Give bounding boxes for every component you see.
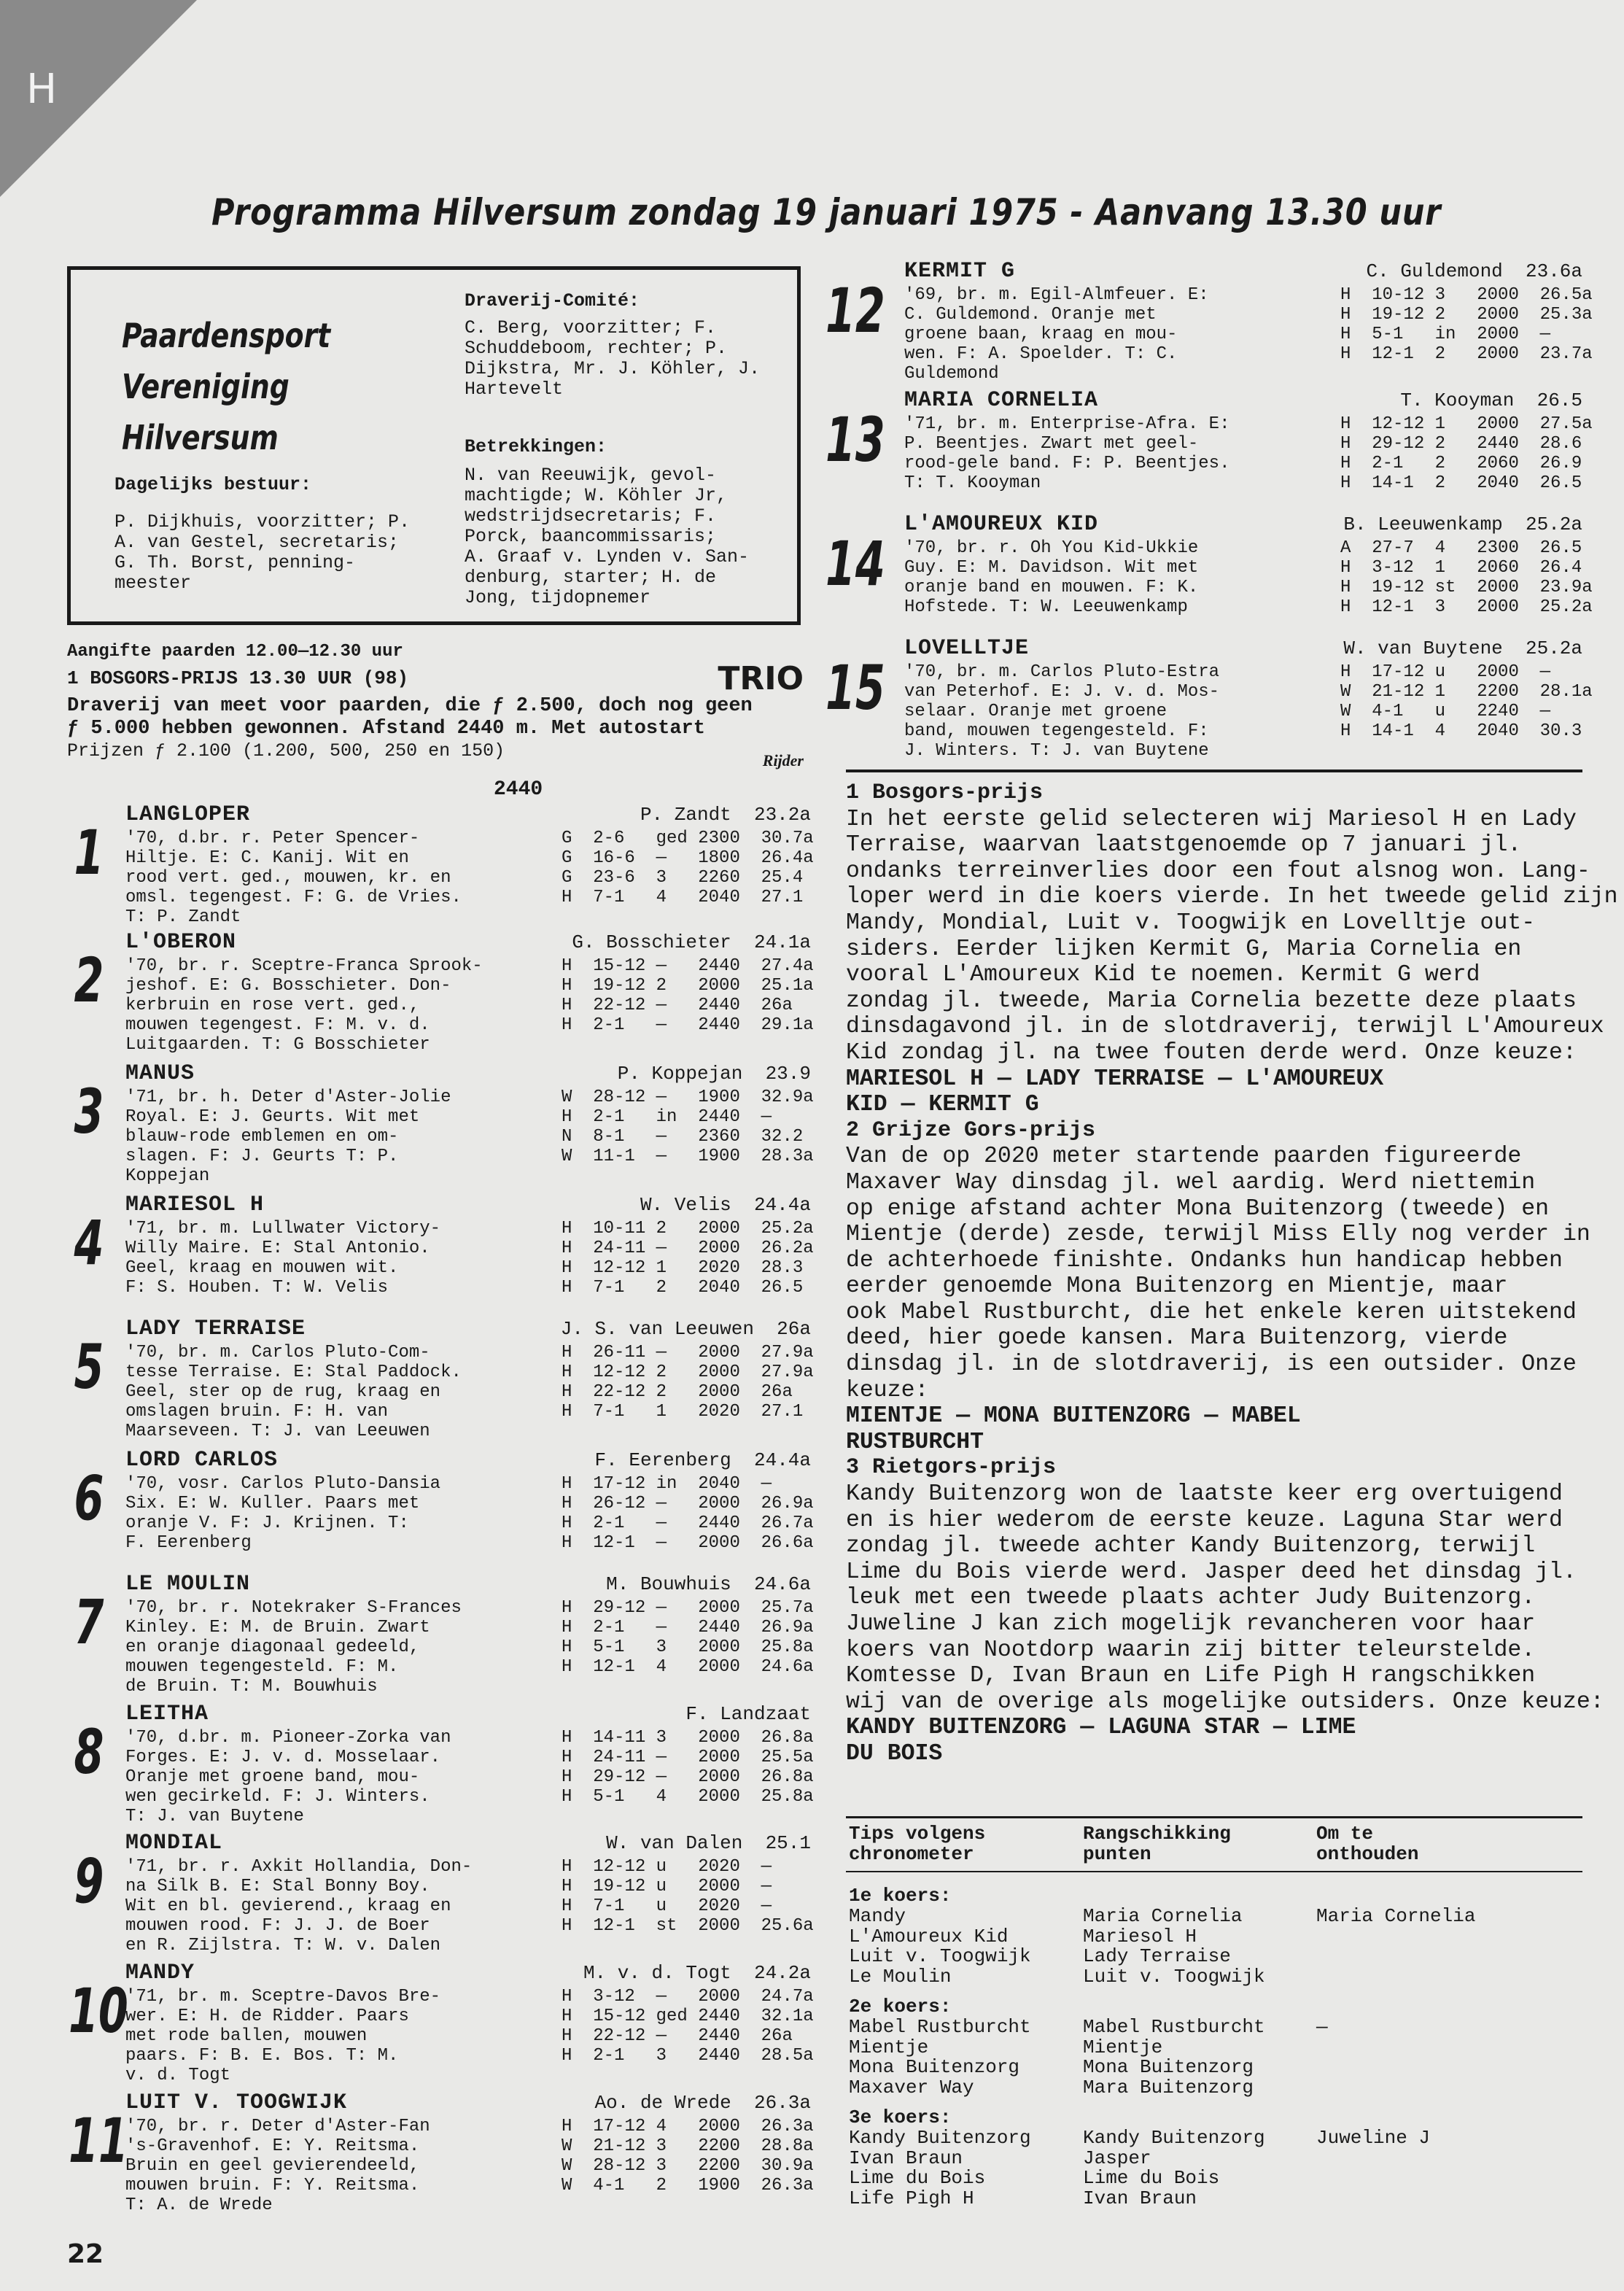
page-header: Programma Hilversum zondag 19 januari 1975 - Aanvang 13.30 uur bbox=[211, 191, 1442, 233]
predictions-article bbox=[846, 780, 1618, 1767]
horse-desc: '71, br. h. Deter d'Aster-Jolie Royal. E: J. Geurts. Wit met blauw-rode emblemen en om- slagen. F: J. Geurts T: P. Koppejan bbox=[125, 1088, 451, 1186]
horse-name: LANGLOPER bbox=[125, 802, 251, 827]
horse-name: LORD CARLOS bbox=[125, 1448, 279, 1473]
race-records: H 12-12 u 2020 — H 19-12 u 2000 — H 7-1 u 2020 — H 12-1 st 2000 25.6a bbox=[562, 1857, 814, 1936]
horse-desc: '71, br. m. Sceptre-Davos Bre- wer. E: H. de Ridder. Paars met rode ballen, mouwen paars. F: B. E. Bos. T: M. v. d. Togt bbox=[125, 1987, 441, 2085]
dagelijks-label: Dagelijks bestuur: bbox=[114, 474, 312, 495]
race-records: H 17-12 in 2040 — H 26-12 — 2000 26.9a H 2-1 — 2440 26.7a H 12-1 — 2000 26.6a bbox=[562, 1474, 814, 1553]
race-title: 1 BOSGORS-PRIJS 13.30 UUR (98) bbox=[67, 667, 409, 689]
trainer: W. van Buytene 25.2a bbox=[1343, 637, 1582, 659]
horse-name: LE MOULIN bbox=[125, 1572, 251, 1597]
race-records: H 14-11 3 2000 26.8a H 24-11 — 2000 25.5a H 29-12 — 2000 26.8a H 5-1 4 2000 25.8a bbox=[562, 1728, 814, 1807]
trainer: P. Zandt 23.2a bbox=[640, 804, 811, 826]
race-records: H 12-12 1 2000 27.5a H 29-12 2 2440 28.6 H 2-1 2 2060 26.9 H 14-1 2 2040 26.5 bbox=[1340, 414, 1593, 493]
entry-number: 1 bbox=[74, 817, 104, 888]
club-info-box bbox=[67, 266, 801, 625]
horse-name: LUIT V. TOOGWIJK bbox=[125, 2090, 348, 2115]
trainer: M. Bouwhuis 24.6a bbox=[606, 1573, 811, 1595]
horse-name: L'AMOUREUX KID bbox=[904, 512, 1099, 537]
divider bbox=[846, 770, 1582, 772]
tips-col-header: Rangschikking punten bbox=[1083, 1823, 1231, 1865]
comite-text: C. Berg, voorzitter; F. Schuddeboom, rechter; P. Dijkstra, Mr. J. Köhler, J. Hartevelt bbox=[465, 317, 761, 400]
betrekkingen-label: Betrekkingen: bbox=[465, 436, 607, 457]
pick: MIENTJE — MONA BUITENZORG — MABEL RUSTBURCHT bbox=[846, 1403, 1301, 1455]
horse-name: MANDY bbox=[125, 1961, 195, 1985]
dagelijks-text: P. Dijkhuis, voorzitter; P. A. van Gestel, secretaris; G. Th. Borst, penning- meester bbox=[114, 511, 411, 594]
aangifte: Aangifte paarden 12.00—12.30 uur bbox=[67, 642, 403, 662]
horse-desc: '69, br. m. Egil-Almfeuer. E: C. Guldemond. Oranje met groene baan, kraag en mou- wen. F: A. Spoelder. T: C. Guldemond bbox=[904, 285, 1209, 384]
club-name-line: Hilversum bbox=[122, 418, 279, 457]
horse-desc: '71, br. m. Lullwater Victory- Willy Maire. E: Stal Antonio. Geel, kraag en mouwen wit. F: S. Houben. T: W. Velis bbox=[125, 1219, 441, 1298]
entry-number: 11 bbox=[69, 2105, 128, 2176]
horse-desc: '70, vosr. Carlos Pluto-Dansia Six. E: W. Kuller. Paars met oranje V. F: J. Krijnen. T: F. Eerenberg bbox=[125, 1474, 441, 1553]
club-name-line: Paardensport bbox=[122, 316, 331, 355]
club-name bbox=[122, 310, 330, 463]
trainer: F. Eerenberg 24.4a bbox=[594, 1449, 811, 1471]
tips-chrono: Mabel Rustburcht Mientje Mona Buitenzorg Maxaver Way bbox=[849, 2016, 1031, 2098]
pick: MARIESOL H — LADY TERRAISE — L'AMOUREUX KID — KERMIT G bbox=[846, 1066, 1384, 1118]
entry-number: 5 bbox=[74, 1331, 104, 1403]
tips-punten: Maria Cornelia Mariesol H Lady Terraise Luit v. Toogwijk bbox=[1083, 1905, 1265, 1988]
race-header bbox=[67, 642, 804, 801]
trio-label: TRIO bbox=[718, 660, 804, 697]
race-records: W 28-12 — 1900 32.9a H 2-1 in 2440 — N 8-1 — 2360 32.2 W 11-1 — 1900 28.3a bbox=[562, 1088, 814, 1166]
horse-name: MONDIAL bbox=[125, 1831, 223, 1856]
race-records: H 10-12 3 2000 26.5a H 19-12 2 2000 25.3a H 5-1 in 2000 — H 12-1 2 2000 23.7a bbox=[1340, 285, 1593, 364]
betrekkingen-text: N. van Reeuwijk, gevol- machtigde; W. Köhler Jr, wedstrijdsecretaris; F. Porck, baancommissaris; A. Graaf v. Lynden v. San- denburg, starter; H. de Jong, tijdopnemer bbox=[465, 465, 750, 608]
trainer: W. van Dalen 25.1 bbox=[606, 1832, 811, 1854]
race-prizes: Prijzen ƒ 2.100 (1.200, 500, 250 en 150) bbox=[67, 740, 505, 761]
page-number: 22 bbox=[67, 2239, 104, 2269]
race-records: A 27-7 4 2300 26.5 H 3-12 1 2060 26.4 H 19-12 st 2000 23.9a H 12-1 3 2000 25.2a bbox=[1340, 538, 1593, 617]
entry-number: 15 bbox=[825, 652, 885, 724]
trainer: Ao. de Wrede 26.3a bbox=[594, 2092, 811, 2114]
horse-name: MARIESOL H bbox=[125, 1193, 265, 1217]
race-records: H 15-12 — 2440 27.4a H 19-12 2 2000 25.1a H 22-12 — 2440 26a H 2-1 — 2440 29.1a bbox=[562, 956, 814, 1035]
race-records: H 17-12 4 2000 26.3a W 21-12 3 2200 28.8a W 28-12 3 2200 30.9a W 4-1 2 1900 26.3a bbox=[562, 2117, 814, 2195]
race-heading: 1 Bosgors-prijs bbox=[846, 780, 1044, 805]
horse-name: LADY TERRAISE bbox=[125, 1317, 306, 1341]
tips-chrono: Mandy L'Amoureux Kid Luit v. Toogwijk Le Moulin bbox=[849, 1905, 1031, 1988]
horse-name: LEITHA bbox=[125, 1702, 209, 1726]
tips-onthouden: — bbox=[1316, 2016, 1328, 2038]
horse-desc: '70, br. r. Notekraker S-Frances Kinley. E: M. de Bruin. Zwart en oranje diagonaal gedeeld, mouwen tegengesteld. F: M. de Bruin. T: M. Bouwhuis bbox=[125, 1598, 462, 1697]
race-cond-1: Draverij van meet voor paarden, die ƒ 2.500, doch nog geen bbox=[67, 695, 753, 717]
horse-desc: '70, br. m. Carlos Pluto-Estra van Peterhof. E: J. v. d. Mos- selaar. Oranje met groene band, mouwen tegengesteld. F: J. Winters. T: J. van Buytene bbox=[904, 662, 1220, 761]
tips-punten: Kandy Buitenzorg Jasper Lime du Bois Ivan Braun bbox=[1083, 2127, 1265, 2209]
entry-number: 12 bbox=[825, 275, 885, 346]
trainer: J. S. van Leeuwen 26a bbox=[560, 1318, 811, 1340]
entry-number: 14 bbox=[825, 528, 885, 600]
paragraph: Kandy Buitenzorg won de laatste keer erg overtuigend en is hier wederom de eerste keuze. Laguna Star werd zondag jl. tweede achter Kandy Buitenzorg, terwijl Lime du Bois vierde werd. Jasper deed het dinsdag jl. leuk met een tweede plaats achter Judy Buitenzorg. Juweline J kan zich mogelijk revancheren voor haar koers van Nootdorp waarin zij bitter teleurstelde. Komtesse D, Ivan Braun en Life Pigh H rangschikken wij van de overige als mogelijke outsiders. Onze keuze: bbox=[846, 1481, 1604, 1715]
horse-desc: '70, br. r. Deter d'Aster-Fan 's-Gravenhof. E: Y. Reitsma. Bruin en geel gevierendeeld, mouwen bruin. F: Y. Reitsma. T: A. de Wrede bbox=[125, 2117, 430, 2215]
horse-name: MANUS bbox=[125, 1061, 195, 1086]
koers-label: 3e koers: bbox=[849, 2106, 952, 2128]
club-name-line: Vereniging bbox=[122, 367, 290, 406]
horse-desc: '70, d.br. m. Pioneer-Zorka van Forges. E: J. v. d. Mosselaar. Oranje met groene band, mou- wen gecirkeld. F: J. Winters. T: J. van Buytene bbox=[125, 1728, 451, 1826]
comite-label: Draverij-Comité: bbox=[465, 290, 640, 311]
corner-letter: H bbox=[26, 66, 58, 113]
horse-name: KERMIT G bbox=[904, 259, 1016, 284]
trainer: B. Leeuwenkamp 25.2a bbox=[1343, 513, 1582, 535]
tips-punten: Mabel Rustburcht Mientje Mona Buitenzorg Mara Buitenzorg bbox=[1083, 2016, 1265, 2098]
divider bbox=[846, 1816, 1582, 1818]
rijder-label: Rijder bbox=[762, 751, 804, 770]
entry-number: 2 bbox=[74, 945, 104, 1016]
koers-label: 2e koers: bbox=[849, 1996, 952, 2017]
horse-name: LOVELLTJE bbox=[904, 636, 1030, 661]
race-records: H 10-11 2 2000 25.2a H 24-11 — 2000 26.2a H 12-12 1 2020 28.3 H 7-1 2 2040 26.5 bbox=[562, 1219, 814, 1298]
race-records: H 17-12 u 2000 — W 21-12 1 2200 28.1a W 4-1 u 2240 — H 14-1 4 2040 30.3 bbox=[1340, 662, 1593, 741]
entry-number: 10 bbox=[69, 1975, 128, 2047]
race-distance: 2440 bbox=[494, 778, 543, 801]
tips-chrono: Kandy Buitenzorg Ivan Braun Lime du Bois Life Pigh H bbox=[849, 2127, 1031, 2209]
trainer: T. Kooyman 26.5 bbox=[1400, 389, 1582, 411]
race-cond-2: ƒ 5.000 hebben gewonnen. Afstand 2440 m. Met autostart bbox=[67, 718, 705, 740]
pick: KANDY BUITENZORG — LAGUNA STAR — LIME DU BOIS bbox=[846, 1715, 1356, 1767]
entry-number: 9 bbox=[74, 1845, 104, 1917]
entry-number: 3 bbox=[74, 1076, 104, 1147]
horse-desc: '71, br. m. Enterprise-Afra. E: P. Beentjes. Zwart met geel- rood-gele band. F: P. Beentjes. T: T. Kooyman bbox=[904, 414, 1230, 493]
paragraph: In het eerste gelid selecteren wij Mariesol H en Lady Terraise, waarvan laatstgenoemde op 7 januari jl. ondanks terreinverlies door een fout alsnog won. Lang- loper werd in die koers vierde. In het tweede gelid zijn Mandy, Mondial, Luit v. Toogwijk en Lovelltje out- siders. Eerder lijken Kermit G, Maria Cornelia en vooral L'Amoureux Kid te noemen. Kermit G werd zondag jl. tweede, Maria Cornelia bezette deze plaats dinsdagavond jl. in de slotdraverij, terwijl L'Amoureux Kid zondag jl. na twee fouten derde werd. Onze keuze: bbox=[846, 806, 1618, 1066]
tips-onthouden: Maria Cornelia bbox=[1316, 1905, 1476, 1927]
trainer: C. Guldemond 23.6a bbox=[1366, 260, 1582, 282]
horse-desc: '70, d.br. r. Peter Spencer- Hiltje. E: C. Kanij. Wit en rood vert. ged., mouwen, kr. en omsl. tegengest. F: G. de Vries. T: P. Zandt bbox=[125, 829, 462, 927]
horse-name: MARIA CORNELIA bbox=[904, 388, 1099, 413]
trainer: P. Koppejan 23.9 bbox=[617, 1063, 811, 1085]
race-records: H 29-12 — 2000 25.7a H 2-1 — 2440 26.9a H 5-1 3 2000 25.8a H 12-1 4 2000 24.6a bbox=[562, 1598, 814, 1677]
race-records: G 2-6 ged 2300 30.7a G 16-6 — 1800 26.4a G 23-6 3 2260 25.4 H 7-1 4 2040 27.1 bbox=[562, 829, 814, 907]
koers-label: 1e koers: bbox=[849, 1885, 952, 1907]
trainer: W. Velis 24.4a bbox=[640, 1194, 811, 1216]
horse-desc: '70, br. r. Sceptre-Franca Sprook- jeshof. E: G. Bosschieter. Don- kerbruin en rose vert. ged., mouwen tegengest. F: M. v. d. Luitgaarden. T: G Bosschieter bbox=[125, 956, 483, 1055]
tips-col-header: Tips volgens chronometer bbox=[849, 1823, 986, 1865]
race-records: H 26-11 — 2000 27.9a H 12-12 2 2000 27.9a H 22-12 2 2000 26a H 7-1 1 2020 27.1 bbox=[562, 1343, 814, 1422]
horse-name: L'OBERON bbox=[125, 930, 237, 955]
horse-desc: '70, br. r. Oh You Kid-Ukkie Guy. E: M. Davidson. Wit met oranje band en mouwen. F: K. Hofstede. T: W. Leeuwenkamp bbox=[904, 538, 1199, 617]
entry-number: 8 bbox=[74, 1716, 104, 1788]
entry-number: 7 bbox=[74, 1586, 104, 1658]
entry-number: 4 bbox=[74, 1207, 104, 1279]
entry-number: 6 bbox=[74, 1462, 104, 1534]
tips-col-header: Om te onthouden bbox=[1316, 1823, 1419, 1865]
paragraph: Van de op 2020 meter startende paarden figureerde Maxaver Way dinsdag jl. wel aardig. Werd niettemin op enige afstand achter Mona Buitenzorg (tweede) en Mientje (derde) zesde, terwijl Miss Elly nog verder in de achterhoede finishte. Ondanks hun handicap hebben eerder genoemde Mona Buitenzorg en Mientje, maar ook Mabel Rustburcht, die het enkele keren uitstekend deed, hier goede kansen. Mara Buitenzorg, vierde dinsdag jl. in de slotdraverij, is een outsider. Onze keuze: bbox=[846, 1144, 1590, 1403]
horse-desc: '71, br. r. Axkit Hollandia, Don- na Silk B. E: Stal Bonny Boy. Wit en bl. gevierend., kraag en mouwen rood. F: J. J. de Boer en R. Zijlstra. T: W. v. Dalen bbox=[125, 1857, 473, 1955]
horse-desc: '70, br. m. Carlos Pluto-Com- tesse Terraise. E: Stal Paddock. Geel, ster op de rug, kraag en omslagen bruin. F: H. van Maarseveen. T: J. van Leeuwen bbox=[125, 1343, 462, 1441]
race-heading: 3 Rietgors-prijs bbox=[846, 1455, 1057, 1481]
tips-onthouden: Juweline J bbox=[1316, 2127, 1431, 2149]
divider bbox=[846, 1871, 1582, 1872]
trainer: M. v. d. Togt 24.2a bbox=[583, 1962, 811, 1984]
race-heading: 2 Grijze Gors-prijs bbox=[846, 1117, 1096, 1143]
trainer: F. Landzaat bbox=[685, 1703, 811, 1725]
trainer: G. Bosschieter 24.1a bbox=[572, 931, 811, 953]
race-records: H 3-12 — 2000 24.7a H 15-12 ged 2440 32.1a H 22-12 — 2440 26a H 2-1 3 2440 28.5a bbox=[562, 1987, 814, 2066]
entry-number: 13 bbox=[825, 404, 885, 476]
